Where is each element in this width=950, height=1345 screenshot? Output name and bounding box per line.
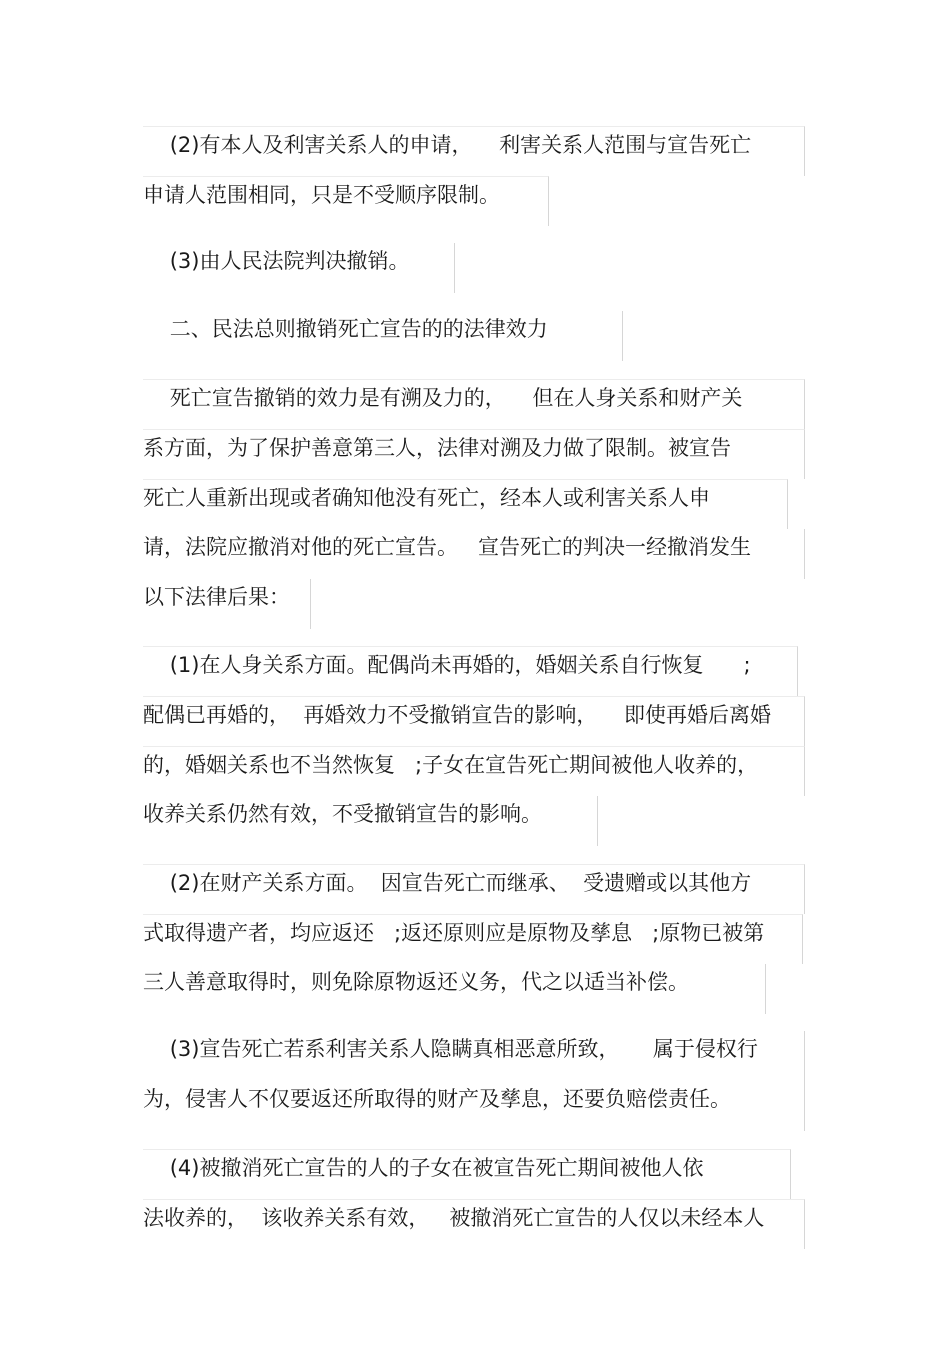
text-line: (3)由人民法院判决撤销。 bbox=[143, 243, 455, 293]
text-line: (1)在人身关系方面。配偶尚未再婚的，婚姻关系自行恢复 ; bbox=[143, 646, 798, 696]
text-line: 收养关系仍然有效，不受撤销宣告的影响。 bbox=[143, 796, 598, 846]
text-line: 系方面，为了保护善意第三人，法律对溯及力做了限制。被宣告 bbox=[143, 429, 805, 479]
text-line: 死亡人重新出现或者确知他没有死亡，经本人或利害关系人申 bbox=[143, 479, 788, 529]
text-line: 法收养的， 该收养关系有效， 被撤消死亡宣告的人仅以未经本人 bbox=[143, 1199, 805, 1249]
text-line: 的，婚姻关系也不当然恢复 ;子女在宣告死亡期间被他人收养的， bbox=[143, 746, 805, 796]
text-line: (2)有本人及利害关系人的申请， 利害关系人范围与宣告死亡 bbox=[143, 126, 805, 176]
text-line: 死亡宣告撤销的效力是有溯及力的， 但在人身关系和财产关 bbox=[143, 379, 805, 429]
text-line: 以下法律后果： bbox=[143, 579, 311, 629]
text-line: 三人善意取得时，则免除原物返还义务，代之以适当补偿。 bbox=[143, 964, 766, 1014]
text-line: 配偶已再婚的， 再婚效力不受撤销宣告的影响， 即使再婚后离婚 bbox=[143, 696, 805, 746]
text-line: 式取得遗产者，均应返还 ;返还原则应是原物及孳息 ;原物已被第 bbox=[143, 914, 803, 964]
text-line: 申请人范围相同，只是不受顺序限制。 bbox=[143, 176, 549, 226]
text-line: (4)被撤消死亡宣告的人的子女在被宣告死亡期间被他人依 bbox=[143, 1149, 791, 1199]
text-line: (2)在财产关系方面。 因宣告死亡而继承、 受遗赠或以其他方 bbox=[143, 864, 805, 914]
text-line: 为，侵害人不仅要返还所取得的财产及孳息，还要负赔偿责任。 bbox=[143, 1081, 805, 1131]
text-line: (3)宣告死亡若系利害关系人隐瞒真相恶意所致， 属于侵权行 bbox=[143, 1031, 805, 1081]
text-line: 请，法院应撤消对他的死亡宣告。 宣告死亡的判决一经撤消发生 bbox=[143, 529, 805, 579]
section-heading: 二、民法总则撤销死亡宣告的的法律效力 bbox=[143, 311, 623, 361]
